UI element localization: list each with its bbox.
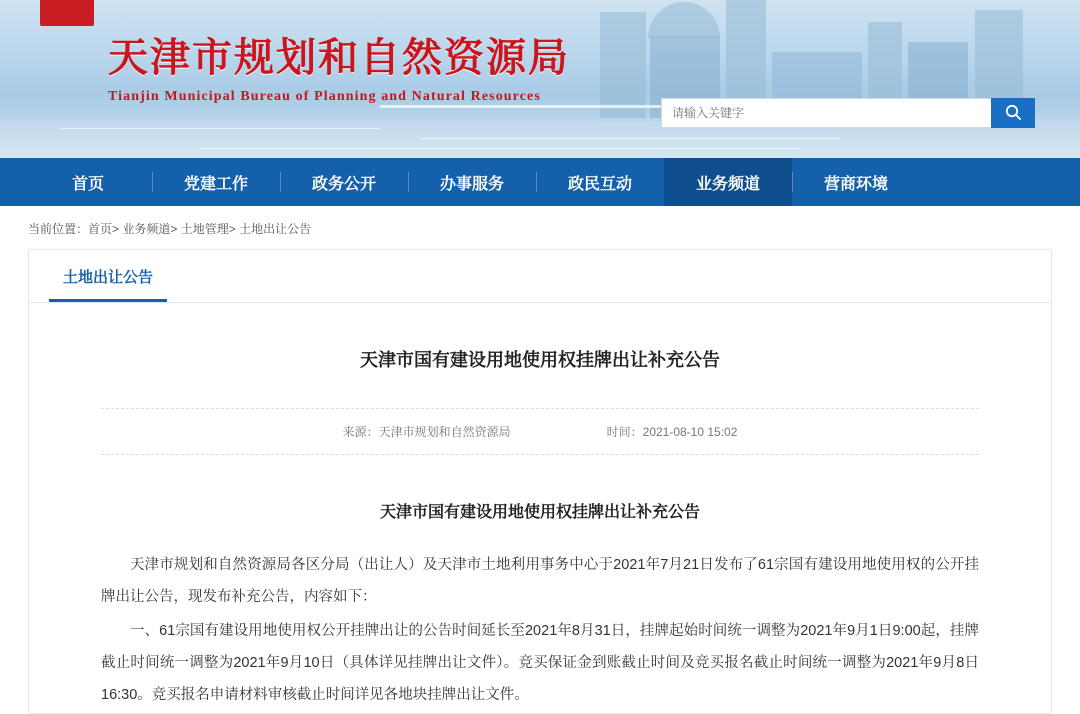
- breadcrumb-item-business-channel[interactable]: 业务频道: [122, 222, 171, 236]
- search-button[interactable]: [991, 98, 1035, 128]
- banner-red-tab: [40, 0, 94, 26]
- skyline-dome: [648, 2, 720, 38]
- banner-title: [108, 26, 570, 105]
- breadcrumb-item-land-management[interactable]: 土地管理: [180, 222, 229, 236]
- meta-source: [343, 423, 511, 440]
- breadcrumb: [0, 206, 1080, 249]
- nav-item-home[interactable]: 首页: [71, 175, 104, 193]
- search-input[interactable]: [661, 98, 991, 128]
- breadcrumb-separator: >: [112, 222, 123, 236]
- water-line: [420, 138, 840, 139]
- document-body: [29, 532, 1051, 711]
- meta-time: [607, 423, 738, 440]
- tab-land-transfer-announcement[interactable]: 土地出让公告: [49, 250, 167, 302]
- document-title: 天津市国有建设用地使用权挂牌出让补充公告: [360, 350, 720, 370]
- breadcrumb-item-home[interactable]: 首页: [88, 222, 113, 236]
- document-body-heading: 天津市国有建设用地使用权挂牌出让补充公告: [379, 504, 700, 521]
- document-meta: [101, 408, 979, 455]
- nav-item-business-environment[interactable]: 营商环境: [792, 158, 920, 206]
- water-line: [60, 128, 380, 129]
- tab-bar: [29, 250, 1051, 303]
- nav-item-public-interaction[interactable]: 政民互动: [536, 158, 664, 206]
- site-search: [661, 98, 1035, 128]
- document-paragraph: 一、61宗国有建设用地使用权公开挂牌出让的公告时间延长至2021年8月31日，挂牌起始时间统一调整为2021年9月1日9:00起，挂牌截止时间统一调整为2021年9月10日（具体详见挂牌出让文件）。竞买保证金到账截止时间及竞买报名截止时间统一调整为2021年9月8日16:30。竞买报名申请材料审核截止时间详见各地块挂牌出让文件。: [101, 622, 979, 703]
- content-card: [28, 249, 1052, 714]
- banner-title-cn: 天津市规划和自然资源局: [108, 35, 570, 81]
- meta-source-label: 来源：: [342, 425, 379, 439]
- breadcrumb-item-land-transfer-announcement[interactable]: 土地出让公告: [239, 222, 312, 236]
- main-navigation: [0, 158, 1080, 206]
- document-paragraph: 天津市规划和自然资源局各区分局（出让人）及天津市土地利用事务中心于2021年7月21日发布了61宗国有建设用地使用权的公开挂牌出让公告，现发布补充公告，内容如下：: [101, 557, 979, 605]
- breadcrumb-separator: >: [170, 222, 181, 236]
- site-banner: [0, 0, 1080, 158]
- nav-item-business-channel[interactable]: 业务频道: [664, 158, 792, 206]
- water-line: [200, 148, 800, 149]
- nav-item-services[interactable]: 办事服务: [408, 158, 536, 206]
- breadcrumb-prefix: 当前位置：: [28, 222, 89, 236]
- meta-time-value: 2021-08-10 15:02: [642, 425, 738, 439]
- banner-title-en: Tianjin Municipal Bureau of Planning and Natural Resources: [108, 89, 541, 104]
- meta-time-label: 时间：: [606, 425, 643, 439]
- nav-item-government-affairs[interactable]: 政务公开: [280, 158, 408, 206]
- meta-source-value: 天津市规划和自然资源局: [378, 425, 511, 439]
- breadcrumb-separator: >: [228, 222, 240, 236]
- nav-item-party-building[interactable]: 党建工作: [152, 158, 280, 206]
- search-icon: [1004, 103, 1022, 124]
